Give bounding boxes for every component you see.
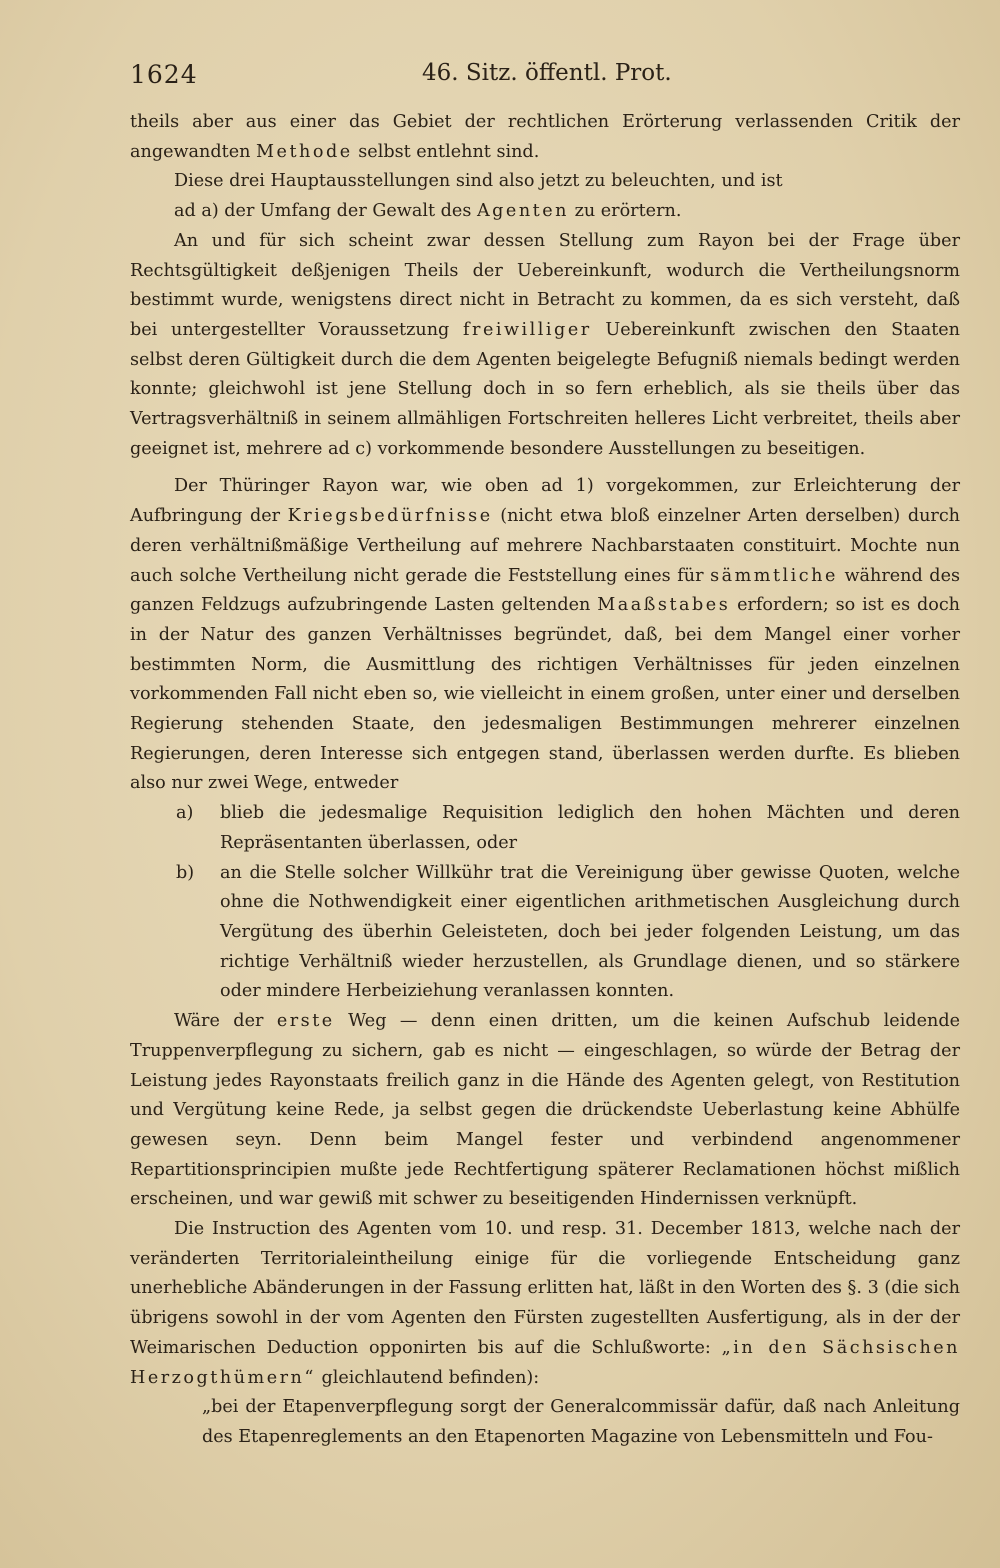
list-label-a: a)	[176, 803, 194, 824]
emphasis-saechsische-herzogthuemer: „in den Sächsischen Herzogthümern“	[130, 1337, 961, 1388]
paragraph-6: Die Instruction des Agenten vom 10. und resp. 31. December 1813, welche nach der veränderten Territorialeintheilung einige für die vorliegende Entscheidung ganz unerhebliche Abänderungen in der Fassung erlitten hat, läßt in den Worten des §. 3 (die sich übrigens sowohl in der vom Agenten den Fürsten zugestellten Ausfertigung, als in der der Weimarischen Deduction opponirten bis auf die Schlußworte: „in den Sächsischen Herzogthümern“ gleichlautend befinden):	[130, 1219, 961, 1388]
quotation: „bei der Etapenverpflegung sorgt der Generalcommissär dafür, daß nach Anleitung des Etapenreglements an den Etapenorten Magazine von Lebensmitteln und Fou-	[202, 1397, 960, 1447]
emphasis-maassstabes: Maaßstabes	[597, 595, 731, 616]
list-label-b: b)	[176, 862, 195, 883]
list-item-b: b) an die Stelle solcher Willkühr trat die Vereinigung über gewisse Quoten, welche ohne die Nothwendigkeit einer eigentlichen arithmetischen Ausgleichung durch Vergütung des überhin Geleisteten, doch bei jeder folgenden Leistung, um das richtige Verhältniß wieder herzustellen, als Grundlage dienen, und so stärkere oder mindere Herbeiziehung veranlassen konnten.	[130, 859, 960, 1008]
emphasis-agenten: Agenten	[476, 201, 569, 222]
paragraph-5: Wäre der erste Weg — denn einen dritten, um die keinen Aufschub leidende Truppenverpflegung zu sichern, gab es nicht — eingeschlagen, so würde der Betrag der Leistung jedes Rayonstaats freilich ganz in die Hände des Agenten gelegt, von Restitution und Vergütung keine Rede, ja selbst gegen die drückendste Ueberlastung keine Abhülfe gewesen seyn. Denn beim Mangel fester und verbindend angenommener Repartitionsprincipien mußte jede Rechtfertigung späterer Reclamationen höchst mißlich erscheinen, und war gewiß mit schwer zu beseitigenden Hindernissen verknüpft.	[130, 1011, 961, 1210]
page-number: 1624	[130, 60, 198, 89]
paragraph-1: theils aber aus einer das Gebiet der rechtlichen Erörterung verlassenden Critik der angewandten Methode selbst entlehnt sind.	[130, 112, 960, 162]
emphasis-erste: erste	[276, 1011, 335, 1032]
paragraph-2b: ad a) der Umfang der Gewalt des Agenten zu erörtern.	[174, 201, 682, 222]
emphasis-methode: Methode	[256, 141, 353, 162]
emphasis-saemmtliche: sämmtliche	[710, 565, 838, 586]
emphasis-freiwilliger: freiwilliger	[463, 319, 592, 340]
running-title: 46. Sitz. öffentl. Prot.	[422, 60, 672, 86]
page-header	[130, 60, 960, 94]
paragraph-4: Der Thüringer Rayon war, wie oben ad 1) vorgekommen, zur Erleichterung der Aufbringung der Kriegsbedürfnisse (nicht etwa bloß einzelner Arten derselben) durch deren verhältnißmäßige Vertheilung auf mehrere Nachbarstaaten constituirt. Mochte nun auch solche Vertheilung nicht gerade die Feststellung eines für sämmtliche während des ganzen Feldzugs aufzubringende Lasten geltenden Maaßstabes erfordern; so ist es doch in der Natur des ganzen Verhältnisses begründet, daß, bei dem Mangel einer vorher bestimmten Norm, die Ausmittlung des richtigen Verhältnisses für jeden einzelnen vorkommenden Fall nicht eben so, wie vielleicht in einem großen, unter einer und derselben Regierung stehenden Staate, den jedesmaligen Bestimmungen mehrerer einzelnen Regierungen, deren Interesse sich entgegen stand, überlassen werden durfte. Es blieben also nur zwei Wege, entweder	[130, 476, 961, 794]
emphasis-kriegsbeduerfnisse: Kriegsbedürfnisse	[287, 506, 493, 527]
body-text	[130, 108, 960, 1453]
list-item-a: a) blieb die jedesmalige Requisition lediglich den hohen Mächten und deren Repräsentanten überlassen, oder	[130, 799, 960, 858]
paragraph-3: An und für sich scheint zwar dessen Stellung zum Rayon bei der Frage über Rechtsgültigkeit deßjenigen Theils der Uebereinkunft, wodurch die Vertheilungsnorm bestimmt wurde, wenigstens direct nicht in Betracht zu kommen, da es sich versteht, daß bei untergestellter Voraussetzung freiwilliger Uebereinkunft zwischen den Staaten selbst deren Gültigkeit durch die dem Agenten beigelegte Befugniß niemals bedingt werden konnte; gleichwohl ist jene Stellung doch in so fern erheblich, als sie theils über das Vertragsverhältniß in seinem allmähligen Fortschreiten helleres Licht verbreitet, theils aber geeignet ist, mehrere ad c) vorkommende besondere Ausstellungen zu beseitigen.	[130, 230, 961, 459]
paragraph-2a: Diese drei Hauptausstellungen sind also jetzt zu beleuchten, und ist	[174, 171, 783, 192]
